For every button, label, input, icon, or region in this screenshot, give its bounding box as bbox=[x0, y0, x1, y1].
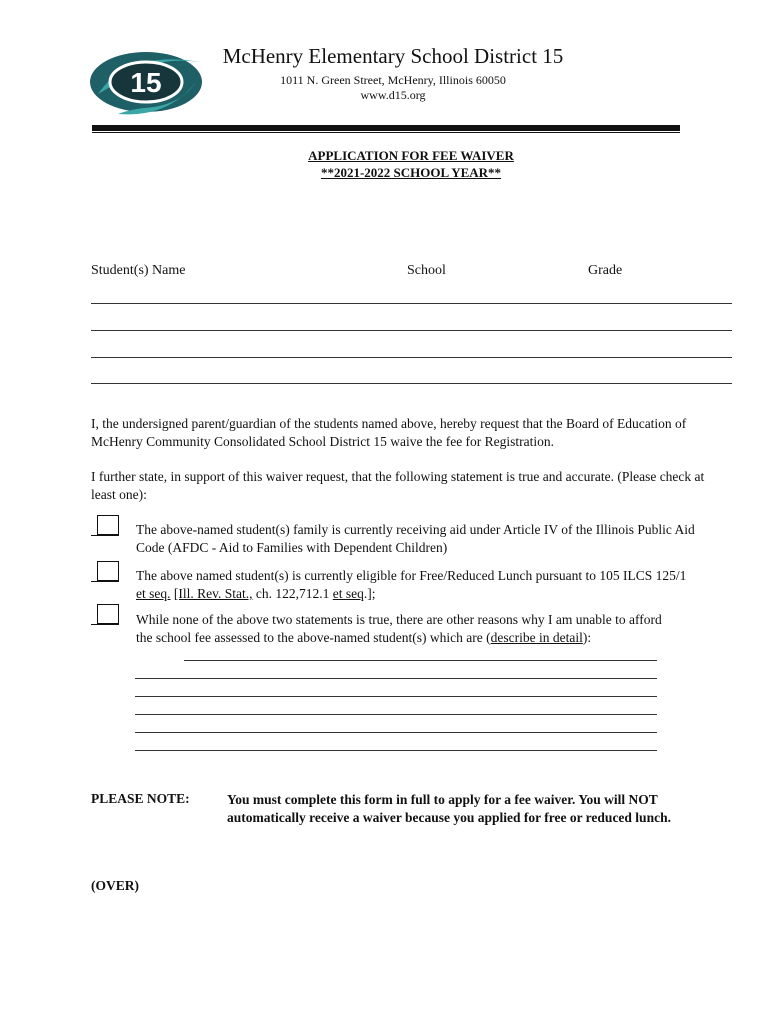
detail-line-4[interactable] bbox=[135, 714, 657, 715]
header-rule bbox=[92, 125, 680, 131]
option-1-checkbox[interactable] bbox=[97, 515, 119, 535]
student-entry-line-2[interactable] bbox=[91, 330, 732, 331]
detail-line-2[interactable] bbox=[135, 678, 657, 679]
over-label: (OVER) bbox=[91, 878, 139, 893]
header-rule-thin bbox=[92, 132, 680, 133]
column-grade: Grade bbox=[588, 263, 623, 278]
option-2-checkbox[interactable] bbox=[97, 561, 119, 581]
student-entry-line-3[interactable] bbox=[91, 357, 732, 358]
option-1-text: The above-named student(s) family is currently receiving aid under Article IV of the Illinois Public Aid Code (AFDC - Aid to Families with Dependent Children) bbox=[136, 522, 695, 555]
detail-line-1[interactable] bbox=[184, 660, 657, 661]
request-paragraph: I, the undersigned parent/guardian of the students named above, hereby request that the Board of Education of McHenry Community Consolidated School District 15 waive the fee for Registration. bbox=[91, 416, 687, 449]
option-3-checkbox[interactable] bbox=[97, 604, 119, 624]
logo-text: 15 bbox=[130, 67, 162, 98]
district-website: www.d15.org bbox=[360, 88, 426, 102]
form-title: APPLICATION FOR FEE WAIVER bbox=[308, 148, 514, 163]
please-note-text: You must complete this form in full to apply for a fee waiver. You will NOT automatically receive a waiver because you applied for free or reduced lunch. bbox=[227, 792, 671, 825]
detail-line-3[interactable] bbox=[135, 696, 657, 697]
option-2-et-seq: et seq. bbox=[136, 586, 171, 601]
option-2-ill-rev-stat: [Ill. Rev. Stat., bbox=[173, 586, 253, 601]
column-school: School bbox=[407, 263, 446, 278]
detail-line-5[interactable] bbox=[135, 732, 657, 733]
option-2-end: .]; bbox=[363, 586, 376, 601]
option-3-text-start: While none of the above two statements is true, there are other reasons why I am unable to afford the school fee assessed to the above-named student(s) which are ( bbox=[136, 612, 662, 645]
district-address: 1011 N. Green Street, McHenry, Illinois 60050 bbox=[280, 73, 506, 87]
form-year: **2021-2022 SCHOOL YEAR** bbox=[320, 165, 502, 180]
form-title-block bbox=[0, 147, 770, 181]
option-2-checkbox-underline bbox=[91, 581, 119, 582]
further-paragraph: I further state, in support of this waiver request, that the following statement is true and accurate. (Please check at least one): bbox=[91, 469, 705, 502]
option-3-end: ): bbox=[582, 630, 592, 645]
option-1-checkbox-underline bbox=[91, 535, 119, 536]
please-note-label: PLEASE NOTE: bbox=[91, 791, 190, 806]
district-title: McHenry Elementary School District 15 bbox=[222, 44, 564, 68]
student-entry-line-4[interactable] bbox=[91, 383, 732, 384]
option-2-et-seq-2: et seq bbox=[332, 586, 364, 601]
detail-line-6[interactable] bbox=[135, 750, 657, 751]
option-3-checkbox-underline bbox=[91, 624, 119, 625]
column-student-name: Student(s) Name bbox=[91, 263, 186, 278]
option-2-chapter: ch. 122,712.1 bbox=[252, 586, 333, 601]
option-3-describe: describe in detail bbox=[490, 630, 583, 645]
option-3-text bbox=[136, 611, 666, 647]
district-address-block bbox=[0, 73, 770, 103]
option-2-text-start: The above named student(s) is currently eligible for Free/Reduced Lunch pursuant to 105 ILCS 125/1 bbox=[136, 568, 687, 583]
student-entry-line-1[interactable] bbox=[91, 303, 732, 304]
option-2-text bbox=[136, 567, 696, 603]
